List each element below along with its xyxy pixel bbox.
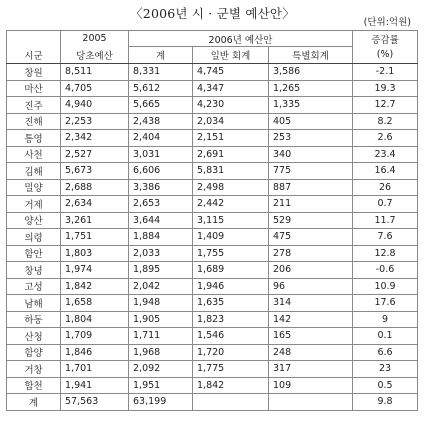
- special-account-cell: 142: [269, 311, 353, 328]
- table-row: [7, 394, 418, 411]
- table-row: [7, 113, 418, 130]
- special-account-cell: 248: [269, 344, 353, 361]
- total-cell: 3,386: [129, 179, 193, 196]
- rate-cell: 11.7: [353, 212, 418, 229]
- rate-cell: -2.1: [353, 64, 418, 81]
- base-budget-cell: 1,804: [61, 311, 129, 328]
- base-budget-cell: 2,527: [61, 146, 129, 163]
- table-row: [7, 130, 418, 147]
- total-cell: 3,644: [129, 212, 193, 229]
- rate-cell: 9: [353, 311, 418, 328]
- base-budget-cell: 1,846: [61, 344, 129, 361]
- budget-table: [6, 30, 418, 411]
- base-budget-cell: 1,941: [61, 377, 129, 394]
- special-account-cell: 1,265: [269, 80, 353, 97]
- base-budget-cell: 4,940: [61, 97, 129, 114]
- table-row: [7, 97, 418, 114]
- rate-cell: 16.4: [353, 163, 418, 180]
- table-row: [7, 377, 418, 394]
- general-account-cell: 1,775: [193, 361, 269, 378]
- special-account-cell: 317: [269, 361, 353, 378]
- table-row: [7, 163, 418, 180]
- total-cell: 1,948: [129, 295, 193, 312]
- header-city-label: 시군: [7, 47, 61, 64]
- table-row: [7, 179, 418, 196]
- general-account-cell: 1,842: [193, 377, 269, 394]
- total-cell: 1,951: [129, 377, 193, 394]
- city-cell: 밀양: [7, 179, 61, 196]
- city-cell: 함안: [7, 245, 61, 262]
- table-row: [7, 146, 418, 163]
- special-account-cell: 475: [269, 229, 353, 246]
- general-account-cell: 2,151: [193, 130, 269, 147]
- total-cell: 63,199: [129, 394, 193, 411]
- total-cell: 5,612: [129, 80, 193, 97]
- base-budget-cell: 2,688: [61, 179, 129, 196]
- total-cell: 2,033: [129, 245, 193, 262]
- special-account-cell: 211: [269, 196, 353, 213]
- rate-cell: 0.5: [353, 377, 418, 394]
- special-account-cell: 109: [269, 377, 353, 394]
- table-row: [7, 245, 418, 262]
- rate-cell: 19.3: [353, 80, 418, 97]
- header-base-year: 2005: [61, 31, 129, 47]
- city-cell: 함양: [7, 344, 61, 361]
- table-body: [7, 64, 418, 411]
- special-account-cell: 529: [269, 212, 353, 229]
- base-budget-cell: 1,701: [61, 361, 129, 378]
- base-budget-cell: 1,709: [61, 328, 129, 345]
- general-account-cell: 5,831: [193, 163, 269, 180]
- special-account-cell: 278: [269, 245, 353, 262]
- base-budget-cell: 3,261: [61, 212, 129, 229]
- general-account-cell: 1,546: [193, 328, 269, 345]
- header-city: [7, 31, 61, 47]
- rate-cell: -0.6: [353, 262, 418, 279]
- rate-cell: 23.4: [353, 146, 418, 163]
- city-cell: 고성: [7, 278, 61, 295]
- header-rate-unit: (%): [353, 47, 418, 64]
- rate-cell: 6.6: [353, 344, 418, 361]
- base-budget-cell: 2,634: [61, 196, 129, 213]
- special-account-cell: 253: [269, 130, 353, 147]
- header-total: 계: [129, 47, 193, 64]
- table-row: [7, 64, 418, 81]
- city-cell: 통영: [7, 130, 61, 147]
- general-account-cell: 4,230: [193, 97, 269, 114]
- city-cell: 창원: [7, 64, 61, 81]
- table-row: [7, 328, 418, 345]
- city-cell: 하동: [7, 311, 61, 328]
- general-account-cell: 1,946: [193, 278, 269, 295]
- total-cell: 2,404: [129, 130, 193, 147]
- base-budget-cell: 1,974: [61, 262, 129, 279]
- total-cell: 8,331: [129, 64, 193, 81]
- general-account-cell: 1,720: [193, 344, 269, 361]
- city-cell: 거창: [7, 361, 61, 378]
- total-cell: 2,438: [129, 113, 193, 130]
- total-cell: 6,606: [129, 163, 193, 180]
- rate-cell: 26: [353, 179, 418, 196]
- base-budget-cell: 4,705: [61, 80, 129, 97]
- base-budget-cell: 8,511: [61, 64, 129, 81]
- general-account-cell: 1,823: [193, 311, 269, 328]
- special-account-cell: 96: [269, 278, 353, 295]
- city-cell: 김해: [7, 163, 61, 180]
- general-account-cell: [193, 394, 269, 411]
- general-account-cell: 4,347: [193, 80, 269, 97]
- rate-cell: 12.8: [353, 245, 418, 262]
- city-cell: 의령: [7, 229, 61, 246]
- table-row: [7, 311, 418, 328]
- special-account-cell: 165: [269, 328, 353, 345]
- rate-cell: 7.6: [353, 229, 418, 246]
- rate-cell: 12.7: [353, 97, 418, 114]
- total-cell: 3,031: [129, 146, 193, 163]
- base-budget-cell: 1,803: [61, 245, 129, 262]
- general-account-cell: 2,691: [193, 146, 269, 163]
- table-row: [7, 295, 418, 312]
- general-account-cell: 2,442: [193, 196, 269, 213]
- special-account-cell: 775: [269, 163, 353, 180]
- special-account-cell: 314: [269, 295, 353, 312]
- city-cell: 남해: [7, 295, 61, 312]
- total-cell: 1,711: [129, 328, 193, 345]
- general-account-cell: 2,034: [193, 113, 269, 130]
- header-special: 특별회계: [269, 47, 353, 64]
- rate-cell: 0.1: [353, 328, 418, 345]
- base-budget-cell: 57,563: [61, 394, 129, 411]
- base-budget-cell: 1,658: [61, 295, 129, 312]
- general-account-cell: 1,689: [193, 262, 269, 279]
- document-title: 〈2006년 시 · 군별 예산안〉: [130, 6, 295, 21]
- rate-cell: 9.8: [353, 394, 418, 411]
- special-account-cell: 3,586: [269, 64, 353, 81]
- city-cell: 양산: [7, 212, 61, 229]
- rate-cell: 2.6: [353, 130, 418, 147]
- rate-cell: 0.7: [353, 196, 418, 213]
- general-account-cell: 4,745: [193, 64, 269, 81]
- table-row: [7, 361, 418, 378]
- city-cell: 합천: [7, 377, 61, 394]
- special-account-cell: 405: [269, 113, 353, 130]
- total-cell: 5,665: [129, 97, 193, 114]
- general-account-cell: 2,498: [193, 179, 269, 196]
- rate-cell: 8.2: [353, 113, 418, 130]
- special-account-cell: 887: [269, 179, 353, 196]
- table-row: [7, 80, 418, 97]
- special-account-cell: 1,335: [269, 97, 353, 114]
- table-row: [7, 344, 418, 361]
- table-row: [7, 262, 418, 279]
- total-cell: 2,092: [129, 361, 193, 378]
- unit-label: (단위:억원): [363, 17, 411, 28]
- general-account-cell: 1,635: [193, 295, 269, 312]
- special-account-cell: 206: [269, 262, 353, 279]
- city-cell: 창녕: [7, 262, 61, 279]
- total-cell: 1,884: [129, 229, 193, 246]
- base-budget-cell: 5,673: [61, 163, 129, 180]
- rate-cell: 23: [353, 361, 418, 378]
- base-budget-cell: 2,342: [61, 130, 129, 147]
- city-cell: 마산: [7, 80, 61, 97]
- special-account-cell: 340: [269, 146, 353, 163]
- base-budget-cell: 2,253: [61, 113, 129, 130]
- total-cell: 1,905: [129, 311, 193, 328]
- city-cell: 사천: [7, 146, 61, 163]
- header-base-label: 당초예산: [61, 47, 129, 64]
- table-row: [7, 278, 418, 295]
- city-cell: 계: [7, 394, 61, 411]
- general-account-cell: 1,409: [193, 229, 269, 246]
- base-budget-cell: 1,842: [61, 278, 129, 295]
- base-budget-cell: 1,751: [61, 229, 129, 246]
- city-cell: 진주: [7, 97, 61, 114]
- city-cell: 진해: [7, 113, 61, 130]
- city-cell: 산청: [7, 328, 61, 345]
- table-row: [7, 196, 418, 213]
- general-account-cell: 3,115: [193, 212, 269, 229]
- table-row: [7, 229, 418, 246]
- special-account-cell: [269, 394, 353, 411]
- header-general: 일반 회계: [193, 47, 269, 64]
- table-row: [7, 212, 418, 229]
- city-cell: 거제: [7, 196, 61, 213]
- total-cell: 2,653: [129, 196, 193, 213]
- rate-cell: 10.9: [353, 278, 418, 295]
- total-cell: 2,042: [129, 278, 193, 295]
- header-plan: 2006년 예산안: [129, 31, 353, 47]
- general-account-cell: 1,755: [193, 245, 269, 262]
- rate-cell: 17.6: [353, 295, 418, 312]
- total-cell: 1,895: [129, 262, 193, 279]
- total-cell: 1,968: [129, 344, 193, 361]
- header-rate-top: 증감률: [353, 31, 418, 47]
